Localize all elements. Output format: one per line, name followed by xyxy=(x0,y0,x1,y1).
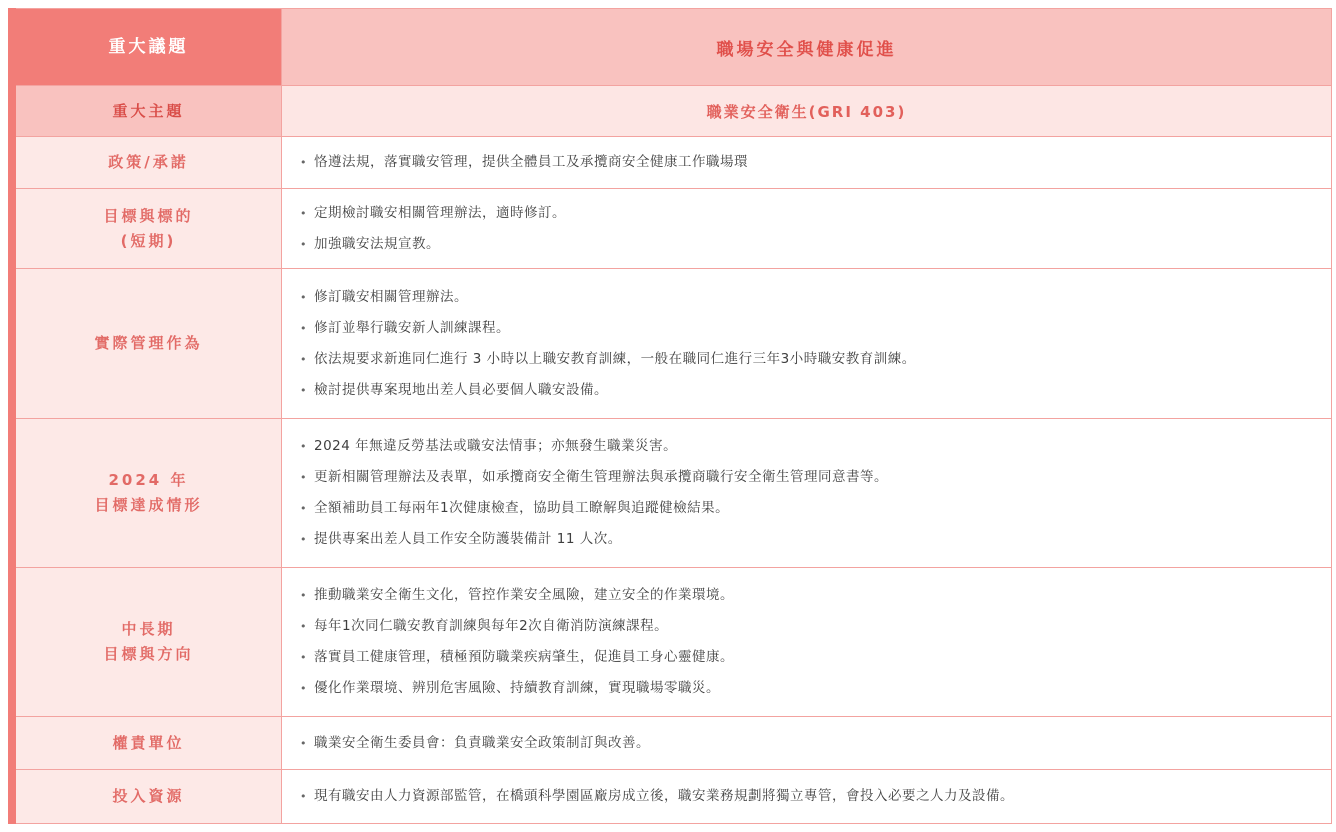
list-item: • 推動職業安全衛生文化，管控作業安全風險，建立安全的作業環境。 xyxy=(314,580,1331,611)
list-item: • 恪遵法規，落實職安管理，提供全體員工及承攬商安全健康工作職場環 xyxy=(314,147,1331,178)
subheader-value: 職業安全衛生(GRI 403) xyxy=(282,86,1332,137)
row-label xyxy=(12,717,282,770)
row-management-actions xyxy=(12,269,1332,419)
row-content xyxy=(282,189,1332,269)
row-label-line: 權責單位 xyxy=(112,733,185,752)
list-item: • 提供專案出差人員工作安全防護裝備計 11 人次。 xyxy=(314,524,1331,555)
list-item: • 職業安全衛生委員會：負責職業安全政策制訂與改善。 xyxy=(314,728,1331,759)
subheader-label: 重大主題 xyxy=(12,86,282,137)
row-label-line: 投入資源 xyxy=(112,787,185,805)
list-item: • 落實員工健康管理，積極預防職業疾病肇生，促進員工身心靈健康。 xyxy=(314,642,1331,673)
list-item: • 優化作業環境、辨別危害風險、持續教育訓練，實現職場零職災。 xyxy=(314,673,1331,704)
bullet-list xyxy=(282,282,1331,406)
row-content xyxy=(282,269,1332,419)
row-policy xyxy=(12,137,1332,189)
row-content xyxy=(282,137,1332,189)
row-label xyxy=(12,419,282,568)
row-long-term-goals xyxy=(12,568,1332,717)
list-item: • 2024 年無違反勞基法或職安法情事；亦無發生職業災害。 xyxy=(314,431,1331,462)
list-item: • 現有職安由人力資源部監管，在橋頭科學園區廠房成立後，職安業務規劃將獨立專管，會投入必要之人力及設備。 xyxy=(314,781,1331,812)
row-resources xyxy=(12,770,1332,824)
list-item: • 每年1次同仁職安教育訓練與每年2次自衛消防演練課程。 xyxy=(314,611,1331,642)
bullet-list xyxy=(282,147,1331,178)
row-label xyxy=(12,770,282,824)
list-item: • 修訂職安相關管理辦法。 xyxy=(314,282,1331,313)
row-label-line: (短期) xyxy=(120,231,177,250)
bullet-list xyxy=(282,728,1331,759)
row-label-line: 目標與方向 xyxy=(103,645,194,663)
bullet-list xyxy=(282,580,1331,704)
row-label-line: 中長期 xyxy=(121,620,176,638)
row-label-line: 目標與標的 xyxy=(103,206,194,225)
header-label: 重大議題 xyxy=(12,9,282,86)
row-content xyxy=(282,419,1332,568)
header-value: 職場安全與健康促進 xyxy=(282,9,1332,86)
bullet-list xyxy=(282,198,1331,260)
header-row xyxy=(12,9,1332,86)
row-short-term-goals xyxy=(12,189,1332,269)
row-label-line: 目標達成情形 xyxy=(94,496,203,514)
list-item: • 加強職安法規宣教。 xyxy=(314,229,1331,260)
row-label xyxy=(12,189,282,269)
bullet-list xyxy=(282,781,1331,812)
row-label-line: 2024 年 xyxy=(108,471,189,489)
gri-topic-table-container xyxy=(8,8,1332,828)
row-label xyxy=(12,269,282,419)
row-label-line: 實際管理作為 xyxy=(94,334,203,352)
gri-topic-table xyxy=(8,8,1332,824)
row-content xyxy=(282,717,1332,770)
row-content xyxy=(282,770,1332,824)
list-item: • 依法規要求新進同仁進行 3 小時以上職安教育訓練，一般在職同仁進行三年3小時職安教育訓練。 xyxy=(314,344,1331,375)
row-label xyxy=(12,568,282,717)
subheader-row xyxy=(12,86,1332,137)
list-item: • 定期檢討職安相關管理辦法，適時修訂。 xyxy=(314,198,1331,229)
row-2024-achievement xyxy=(12,419,1332,568)
list-item: • 更新相關管理辦法及表單，如承攬商安全衛生管理辦法與承攬商職行安全衛生管理同意書等。 xyxy=(314,462,1331,493)
list-item: • 檢討提供專案現地出差人員必要個人職安設備。 xyxy=(314,375,1331,406)
bullet-list xyxy=(282,431,1331,555)
row-responsible-unit xyxy=(12,717,1332,770)
row-label-line: 政策/承諾 xyxy=(108,153,189,171)
row-content xyxy=(282,568,1332,717)
list-item: • 修訂並舉行職安新人訓練課程。 xyxy=(314,313,1331,344)
list-item: • 全額補助員工每兩年1次健康檢查，協助員工瞭解與追蹤健檢結果。 xyxy=(314,493,1331,524)
row-label xyxy=(12,137,282,189)
